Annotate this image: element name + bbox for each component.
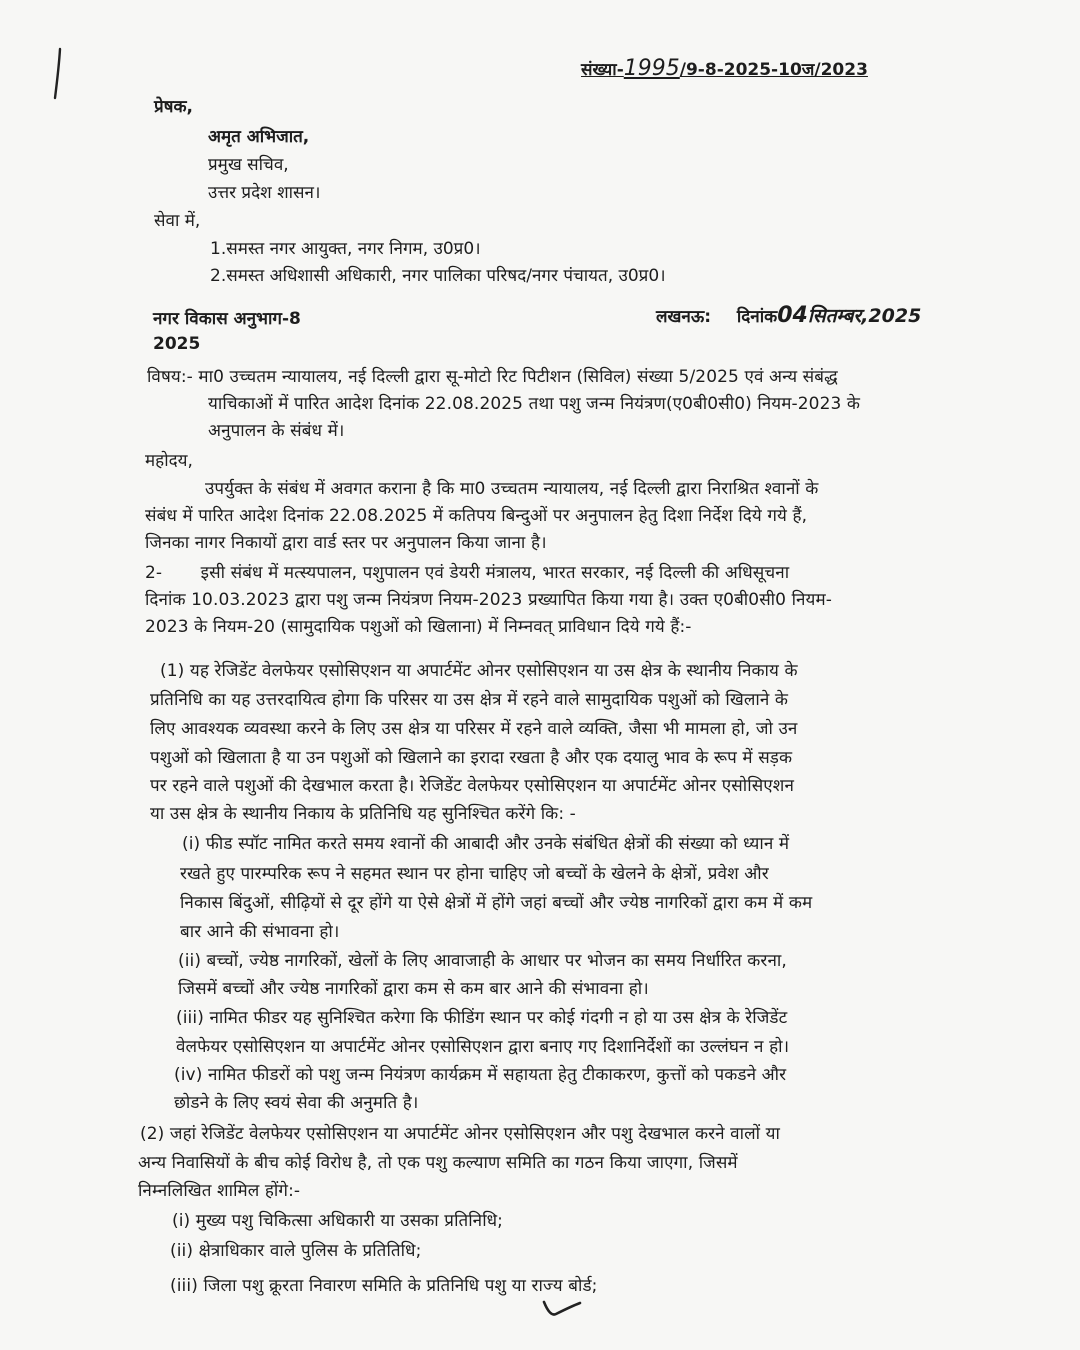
sender-label: प्रेषक, xyxy=(154,97,194,117)
date-handwritten-day: 04 xyxy=(777,303,808,328)
subpoint-line: (iv) नामित फीडरों को पशु जन्म नियंत्रण कार्यक्रम में सहायता हेतु टीकाकरण, कुत्तों को पकडने और xyxy=(174,1065,787,1085)
subpoint-line: (ii) बच्चों, ज्येष्ठ नागरिकों, खेलों के लिए आवाजाही के आधार पर भोजन का समय निर्धारित करना, xyxy=(178,951,787,971)
rule2-line: (2) जहां रेजिडेंट वेलफेयर एसोसिएशन या अपार्टमेंट ओनर एसोसिएशन और पशु देखभाल करने वालों या xyxy=(140,1124,781,1144)
recipient-item: 2.समस्त अधिशासी अधिकारी, नगर पालिका परिषद/नगर पंचायत, उ0प्र0। xyxy=(210,266,666,286)
subpoint-line: (iii) नामित फीडर यह सुनिश्चित करेगा कि फीडिंग स्थान पर कोई गंदगी न हो या उस क्षेत्र के रेजिडेंट xyxy=(176,1008,788,1028)
reference-prefix: संख्या- xyxy=(581,60,624,80)
section-year: 2025 xyxy=(153,334,201,354)
rule1-line: लिए आवश्यक व्यवस्था करने के लिए उस क्षेत्र या परिसर में रहने वाले व्यक्ति, जैसा भी मामला हो, जो उन xyxy=(150,719,798,739)
subject-line: अनुपालन के संबंध में। xyxy=(208,421,345,441)
para1-line: जिनका नागर निकायों द्वारा वार्ड स्तर पर अनुपालन किया जाना है। xyxy=(145,533,547,553)
sender-name: अमृत अभिजात, xyxy=(208,127,310,147)
subpoint-line: निकास बिंदुओं, सीढ़ियों से दूर होंगे या ऐसे क्षेत्रों में होंगे जहां बच्चों और ज्येष्ठ नागरिकों द्वारा कम में कम xyxy=(180,893,813,913)
committee-item: (i) मुख्य पशु चिकित्सा अधिकारी या उसका प्रतिनिधि; xyxy=(172,1211,503,1231)
date-prefix: दिनांक xyxy=(736,307,778,327)
rule1-line: पशुओं को खिलाता है या उन पशुओं को खिलाने का इरादा रखता है और एक दयालु भाव के रूप में सड़क xyxy=(150,748,793,768)
committee-item: (ii) क्षेत्राधिकार वाले पुलिस के प्रतितिधि; xyxy=(170,1241,422,1261)
sender-office: उत्तर प्रदेश शासन। xyxy=(208,183,321,203)
reference-handwritten: 1995 xyxy=(623,56,680,81)
recipient-item: 1.समस्त नगर आयुक्त, नगर निगम, उ0प्र0। xyxy=(210,239,481,259)
subpoint-line: रखते हुए पारम्परिक रूप ने सहमत स्थान पर होना चाहिए जो बच्चों के खेलने के क्षेत्रों, प्रवेश और xyxy=(180,864,769,884)
sender-designation: प्रमुख सचिव, xyxy=(208,155,289,175)
subpoint-line: वेलफेयर एसोसिएशन या अपार्टमेंट ओनर एसोसिएशन द्वारा बनाए गए दिशानिर्देशों का उल्लंघन न हो। xyxy=(176,1037,790,1057)
section-name: नगर विकास अनुभाग-8 xyxy=(153,309,301,329)
rule1-line: प्रतिनिधि का यह उत्तरदायित्व होगा कि परिसर या उस क्षेत्र में रहने वाले सामुदायिक पशुओं को खिलाने के xyxy=(150,690,789,710)
subpoint-line: बार आने की संभावना हो। xyxy=(180,922,340,942)
rule1-line: या उस क्षेत्र के स्थानीय निकाय के प्रतिनिधि यह सुनिश्चित करेंगे कि: - xyxy=(150,804,576,824)
rule2-line: निम्नलिखित शामिल होंगे:- xyxy=(138,1181,301,1201)
subpoint-line: छोडने के लिए स्वयं सेवा की अनुमति है। xyxy=(174,1093,419,1113)
reference-number xyxy=(581,56,868,81)
subpoint-line: जिसमें बच्चों और ज्येष्ठ नागरिकों द्वारा कम से कम बार आने की संभावना हो। xyxy=(178,979,649,999)
rule2-line: अन्य निवासियों के बीच कोई विरोध है, तो एक पशु कल्याण समिति का गठन किया जाएगा, जिसमें xyxy=(138,1153,738,1173)
recipients-label: सेवा में, xyxy=(154,211,201,231)
salutation: महोदय, xyxy=(145,451,193,471)
rule1-line: (1) यह रेजिडेंट वेलफेयर एसोसिएशन या अपार्टमेंट ओनर एसोसिएशन या उस क्षेत्र के स्थानीय निकाय के xyxy=(160,661,798,681)
subpoint-line: (i) फीड स्पॉट नामित करते समय श्वानों की आबादी और उनके संबंधित क्षेत्रों की संख्या को ध्यान में xyxy=(182,834,790,854)
para1-line: संबंध में पारित आदेश दिनांक 22.08.2025 में कतिपय बिन्दुओं पर अनुपालन हेतु दिशा निर्देश दिये गये हैं, xyxy=(145,506,808,526)
committee-item: (iii) जिला पशु क्रूरता निवारण समिति के प्रतिनिधि पशु या राज्य बोर्ड; xyxy=(170,1276,598,1296)
date-suffix: सितम्बर,2025 xyxy=(807,305,922,327)
dispatch-date xyxy=(656,302,921,328)
para2-line: दिनांक 10.03.2023 द्वारा पशु जन्म नियंत्रण नियम-2023 प्रख्यापित किया गया है। उक्त ए0बी0सी0 नियम- xyxy=(145,590,833,610)
rule1-line: पर रहने वाले पशुओं की देखभाल करता है। रेजिडेंट वेलफेयर एसोसिएशन या अपार्टमेंट ओनर एसोसिएशन xyxy=(150,776,794,796)
place-label: लखनऊ: xyxy=(656,307,712,327)
reference-suffix: /9-8-2025-10ज/2023 xyxy=(679,60,868,80)
subject-line: याचिकाओं में पारित आदेश दिनांक 22.08.2025 तथा पशु जन्म नियंत्रण(ए0बी0सी0) नियम-2023 के xyxy=(208,394,861,414)
para2-line: 2023 के नियम-20 (सामुदायिक पशुओं को खिलाना) में निम्नवत् प्राविधान दिये गये हैं:- xyxy=(145,617,692,637)
subject-line: विषय:- मा0 उच्चतम न्यायालय, नई दिल्ली द्वारा सू-मोटो रिट पिटीशन (सिविल) संख्या 5/2025 एवं अन्य संबंद्ध xyxy=(147,367,838,387)
handwritten-tick-icon xyxy=(540,1294,584,1322)
para2-line: 2- इसी संबंध में मत्स्यपालन, पशुपालन एवं डेयरी मंत्रालय, भारत सरकार, नई दिल्ली की अधिसूचना xyxy=(145,563,790,583)
para1-line: उपर्युक्त के संबंध में अवगत कराना है कि मा0 उच्चतम न्यायालय, नई दिल्ली द्वारा निराश्रित श्वानों के xyxy=(205,479,819,499)
pen-mark-icon xyxy=(50,46,66,102)
